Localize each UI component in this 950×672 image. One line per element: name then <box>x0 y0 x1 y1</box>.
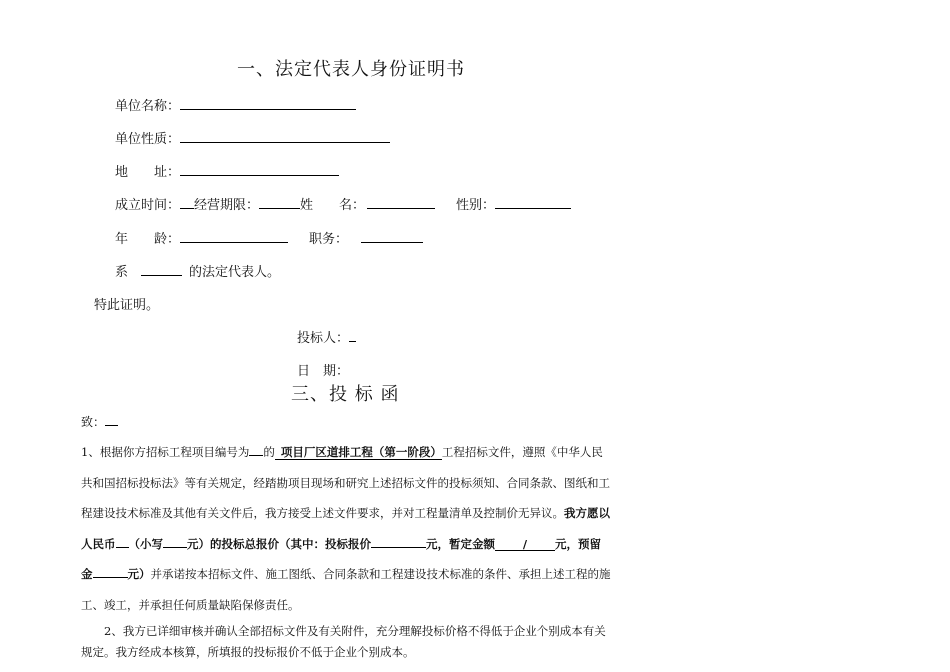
p1-bold-c: 元）的投标总报价（其中：投标报价 <box>187 536 371 551</box>
gender-field[interactable] <box>495 194 571 209</box>
age-label: 年 龄： <box>115 232 181 247</box>
relation-row <box>115 261 280 280</box>
surname-field[interactable] <box>367 194 435 209</box>
to-row <box>81 413 118 430</box>
address-row <box>115 161 339 180</box>
bidder-field[interactable] <box>349 327 356 342</box>
established-field[interactable] <box>180 194 194 209</box>
date-label: 日 期： <box>297 364 350 379</box>
p1-text-c: 工程招标文件，遵照《中华人民共和国招标投标法》等有关规定，经踏勘项目现场和研究上述招标文件的投标须知、合同条款、图纸和工程建设技术标准及其他有关文件后，我方接受上述文件要求，并对工程量清单及控制价无异议。 <box>81 445 610 520</box>
to-field[interactable] <box>105 413 118 426</box>
p1-bold-f: 元） <box>127 567 151 581</box>
unit-name-row <box>115 95 356 114</box>
position-label: 职务： <box>309 232 349 247</box>
relation-suffix: 的法定代表人。 <box>189 265 281 280</box>
gender-label: 性别： <box>456 198 496 213</box>
to-label: 致： <box>81 415 106 429</box>
amount-words-field[interactable] <box>116 535 129 548</box>
address-label: 地 址： <box>115 165 181 180</box>
p1-bold-b: （小写 <box>128 536 163 551</box>
unit-nature-row <box>115 128 390 147</box>
operating-period-field[interactable] <box>259 194 300 209</box>
bidder-row <box>297 327 356 346</box>
age-field[interactable] <box>180 228 288 243</box>
unit-name-field[interactable] <box>180 95 356 110</box>
unit-nature-label: 单位性质： <box>115 132 181 147</box>
p1-bold-e: 元，预留金 <box>81 536 601 581</box>
age-row <box>115 228 423 247</box>
provisional-sum-field[interactable] <box>495 538 555 551</box>
paragraph-1 <box>81 437 611 620</box>
surname-label: 姓 名： <box>300 198 366 213</box>
section3-title: 三、投 标 函 <box>291 384 400 405</box>
section1-title: 一、法定代表人身份证明书 <box>237 59 465 80</box>
p1-bold-a: 我方愿以人民币 <box>81 506 610 551</box>
provisional-sum-slash: / <box>522 536 528 551</box>
project-number-field[interactable] <box>249 443 263 456</box>
amount-figures-field[interactable] <box>163 535 187 548</box>
operating-period-label: 经营期限： <box>194 198 260 213</box>
position-field[interactable] <box>361 228 423 243</box>
established-row <box>115 194 571 213</box>
unit-name-label: 单位名称： <box>115 99 181 114</box>
bid-price-field[interactable] <box>371 535 426 548</box>
relation-company-field[interactable] <box>141 261 182 276</box>
relation-prefix: 系 <box>115 265 129 280</box>
project-name: 项目厂区道排工程（第一阶段） <box>275 445 442 460</box>
established-label: 成立时间： <box>115 198 181 213</box>
unit-nature-field[interactable] <box>180 128 390 143</box>
p1-text-a: 1、根据你方招标工程项目编号为 <box>81 445 250 459</box>
p1-bold-d: 元，暂定金额 <box>426 536 495 551</box>
p1-text-d: 并承诺按本招标文件、施工图纸、合同条款和工程建设技术标准的条件、承担上述工程的施工、竣工，并承担任何质量缺陷保修责任。 <box>81 567 611 612</box>
paragraph-2: 2、我方已详细审核并确认全部招标文件及有关附件，充分理解投标价格不得低于企业个别成本有关规定。我方经成本核算，所填报的投标报价不低于企业个别成本。 <box>81 624 606 659</box>
bidder-label: 投标人： <box>297 331 350 346</box>
p1-text-b: 的 <box>263 445 275 459</box>
reserve-fund-field[interactable] <box>93 565 128 578</box>
certify-text: 特此证明。 <box>94 298 160 313</box>
address-field[interactable] <box>180 161 339 176</box>
